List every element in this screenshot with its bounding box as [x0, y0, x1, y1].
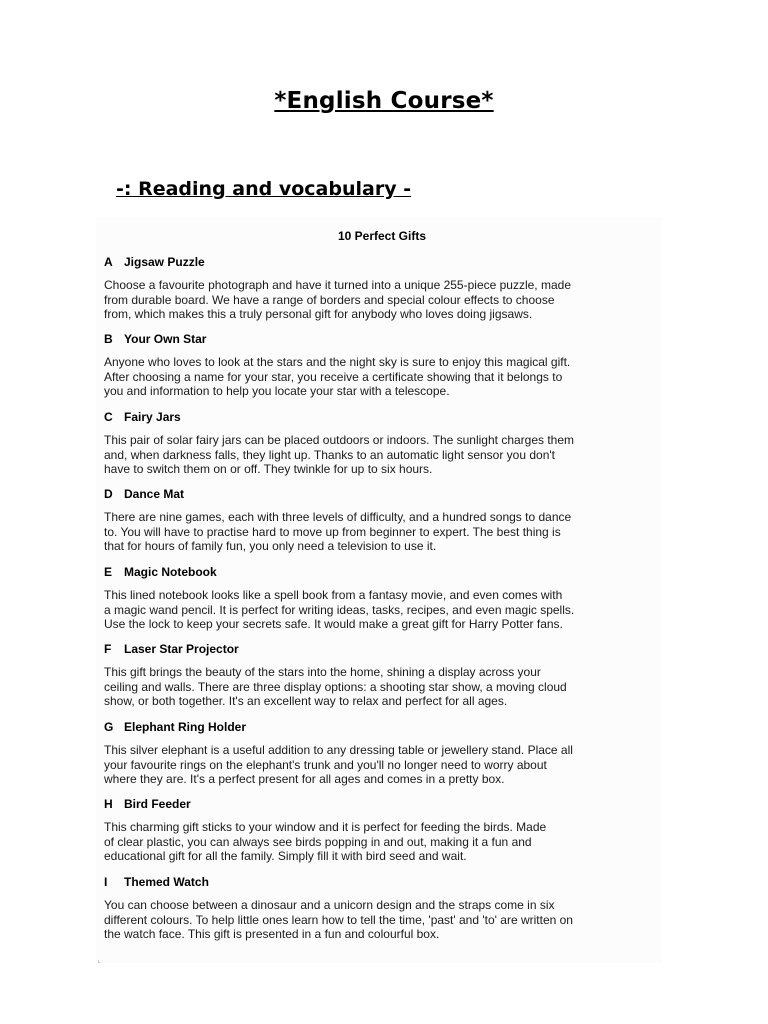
gift-letter: F — [104, 642, 112, 656]
gift-name: Bird Feeder — [124, 797, 191, 811]
description-line: from durable board. We have a range of borders and special colour effects to choose — [104, 292, 555, 307]
gift-letter: I — [104, 875, 108, 889]
gift-section-b — [104, 331, 604, 399]
description-line: different colours. To help little ones learn how to tell the time, 'past' and 'to' are written on — [104, 912, 573, 927]
description-line: This silver elephant is a useful addition to any dressing table or jewellery stand. Place all — [104, 743, 573, 757]
gift-title — [104, 641, 604, 657]
description-line: a magic wand pencil. It is perfect for writing ideas, tasks, recipes, and even magic spells. — [104, 602, 575, 617]
description-line: ceiling and walls. There are three display options: a shooting star show, a moving cloud — [104, 679, 567, 694]
gift-description — [104, 510, 604, 554]
description-line: Anyone who loves to look at the stars and the night sky is sure to enjoy this magical gift. — [104, 355, 571, 369]
description-line: This pair of solar fairy jars can be placed outdoors or indoors. The sunlight charges them — [104, 433, 575, 447]
gift-title — [104, 486, 604, 502]
gift-name: Magic Notebook — [124, 565, 217, 579]
gift-description — [104, 665, 604, 709]
gift-section-f — [104, 641, 604, 709]
description-line: You can choose between a dinosaur and a unicorn design and the straps come in six — [104, 898, 555, 912]
gift-title — [104, 331, 604, 347]
gift-description — [104, 743, 604, 787]
gift-letter: A — [104, 255, 113, 269]
description-line: This charming gift sticks to your window and it is perfect for feeding the birds. Made — [104, 820, 547, 834]
gift-description — [104, 898, 604, 942]
description-line: After choosing a name for your star, you receive a certificate showing that it belongs to — [104, 369, 563, 384]
gift-description — [104, 820, 604, 864]
gift-letter: B — [104, 332, 113, 346]
gift-letter: D — [104, 487, 113, 501]
gift-letter: E — [104, 565, 113, 579]
gift-section-c — [104, 409, 604, 477]
gift-name: Themed Watch — [124, 875, 209, 889]
gift-name: Fairy Jars — [124, 410, 181, 424]
gift-letter: G — [104, 720, 114, 734]
gift-title — [104, 409, 604, 425]
description-line: that for hours of family fun, you only need a television to use it. — [104, 539, 437, 554]
page-mark: ˪ — [98, 958, 100, 965]
gift-section-h — [104, 796, 604, 864]
gift-description — [104, 355, 604, 399]
gift-name: Dance Mat — [124, 487, 185, 501]
description-line: show, or both together. It's an excellent way to relax and perfect for all ages. — [104, 694, 508, 709]
reading-heading: 10 Perfect Gifts — [337, 229, 427, 243]
gift-title — [104, 719, 604, 735]
description-line: where they are. It's a perfect present for all ages and comes in a pretty box. — [104, 772, 505, 787]
gift-title — [104, 796, 604, 812]
subtitle-text: Reading and vocabulary - — [131, 178, 412, 200]
description-line: from, which makes this a truly personal gift for anybody who loves doing jigsaws. — [104, 307, 533, 322]
gift-name: Laser Star Projector — [124, 642, 239, 656]
description-line: and, when darkness falls, they light up. Thanks to an automatic light sensor you don't — [104, 447, 556, 462]
description-line: the watch face. This gift is presented in a fun and colourful box. — [104, 927, 440, 942]
gift-title — [104, 254, 604, 270]
gift-letter: H — [104, 797, 113, 811]
gift-description — [104, 588, 604, 632]
description-line: There are nine games, each with three levels of difficulty, and a hundred songs to dance — [104, 510, 572, 524]
gift-title — [104, 564, 604, 580]
gift-name: Elephant Ring Holder — [124, 720, 247, 734]
description-line: of clear plastic, you can always see birds popping in and out, making it a fun and — [104, 834, 532, 849]
gift-section-g — [104, 719, 604, 787]
gift-section-d — [104, 486, 604, 554]
description-line: your favourite rings on the elephant's trunk and you'll no longer need to worry about — [104, 757, 547, 772]
section-subtitle — [116, 178, 411, 200]
gift-title — [104, 874, 604, 890]
gift-name: Your Own Star — [124, 332, 207, 346]
subtitle-prefix: -: — [116, 178, 132, 200]
description-line: This lined notebook looks like a spell book from a fantasy movie, and even comes with — [104, 588, 563, 602]
gift-letter: C — [104, 410, 113, 424]
description-line: Choose a favourite photograph and have it turned into a unique 255-piece puzzle, made — [104, 278, 571, 292]
document-title: *English Course* — [274, 88, 494, 114]
gift-description — [104, 433, 604, 477]
gift-description — [104, 278, 604, 322]
description-line: to. You will have to practise hard to move up from beginner to expert. The best thing is — [104, 524, 561, 539]
description-line: have to switch them on or off. They twinkle for up to six hours. — [104, 462, 433, 477]
gift-section-e — [104, 564, 604, 632]
gift-section-a — [104, 254, 604, 322]
description-line: you and information to help you locate your star with a telescope. — [104, 384, 450, 399]
gift-section-i — [104, 874, 604, 942]
gift-name: Jigsaw Puzzle — [124, 255, 205, 269]
description-line: This gift brings the beauty of the stars into the home, shining a display across your — [104, 665, 541, 679]
description-line: educational gift for all the family. Simply fill it with bird seed and wait. — [104, 849, 467, 864]
description-line: Use the lock to keep your secrets safe. It would make a great gift for Harry Potter fans. — [104, 617, 563, 632]
